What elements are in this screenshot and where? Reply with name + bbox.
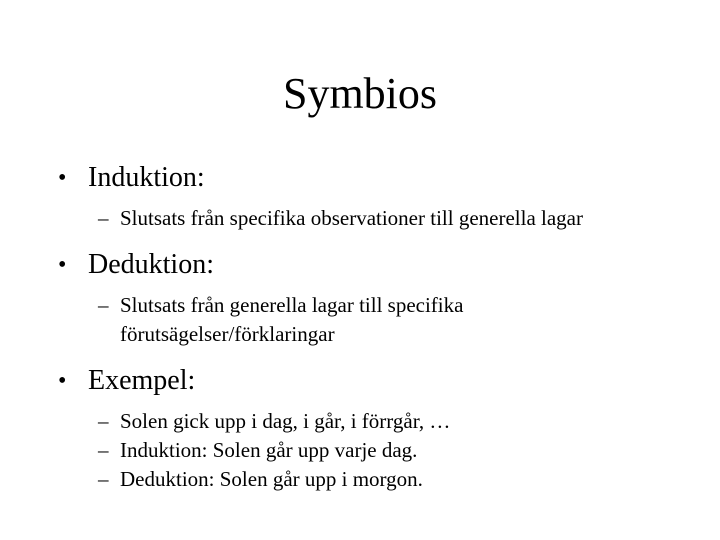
sub-text: Solen gick upp i dag, i går, i förrgår, …	[120, 409, 451, 433]
bullet-deduktion	[58, 247, 708, 283]
sub-item	[98, 465, 708, 494]
sub-text: Slutsats från specifika observationer till generella lagar	[120, 206, 583, 230]
sub-text: Deduktion: Solen går upp i morgon.	[120, 467, 423, 491]
bullet-text: Induktion:	[88, 162, 205, 193]
sub-marker: –	[98, 206, 109, 230]
sub-list-exempel	[58, 407, 708, 494]
sub-marker: –	[98, 409, 109, 433]
bullet-marker: •	[58, 252, 67, 278]
sub-item	[98, 204, 708, 233]
sub-text: Slutsats från generella lagar till specifika förutsägelser/förklaringar	[120, 293, 464, 346]
sub-list-deduktion	[58, 291, 708, 349]
bullet-induktion	[58, 160, 708, 196]
bullet-text: Exempel:	[88, 365, 196, 396]
sub-marker: –	[98, 467, 109, 491]
sub-marker: –	[98, 438, 109, 462]
sub-item	[98, 436, 708, 465]
sub-list-induktion	[58, 204, 708, 233]
sub-text: Induktion: Solen går upp varje dag.	[120, 438, 418, 462]
sub-item	[98, 291, 540, 349]
bullet-exempel	[58, 363, 708, 399]
slide-title: Symbios	[282, 69, 438, 118]
sub-item	[98, 407, 708, 436]
bullet-text: Deduktion:	[88, 249, 214, 280]
sub-marker: –	[98, 293, 109, 317]
bullet-marker: •	[58, 368, 67, 394]
bullet-marker: •	[58, 165, 67, 191]
slide-content	[58, 160, 708, 508]
